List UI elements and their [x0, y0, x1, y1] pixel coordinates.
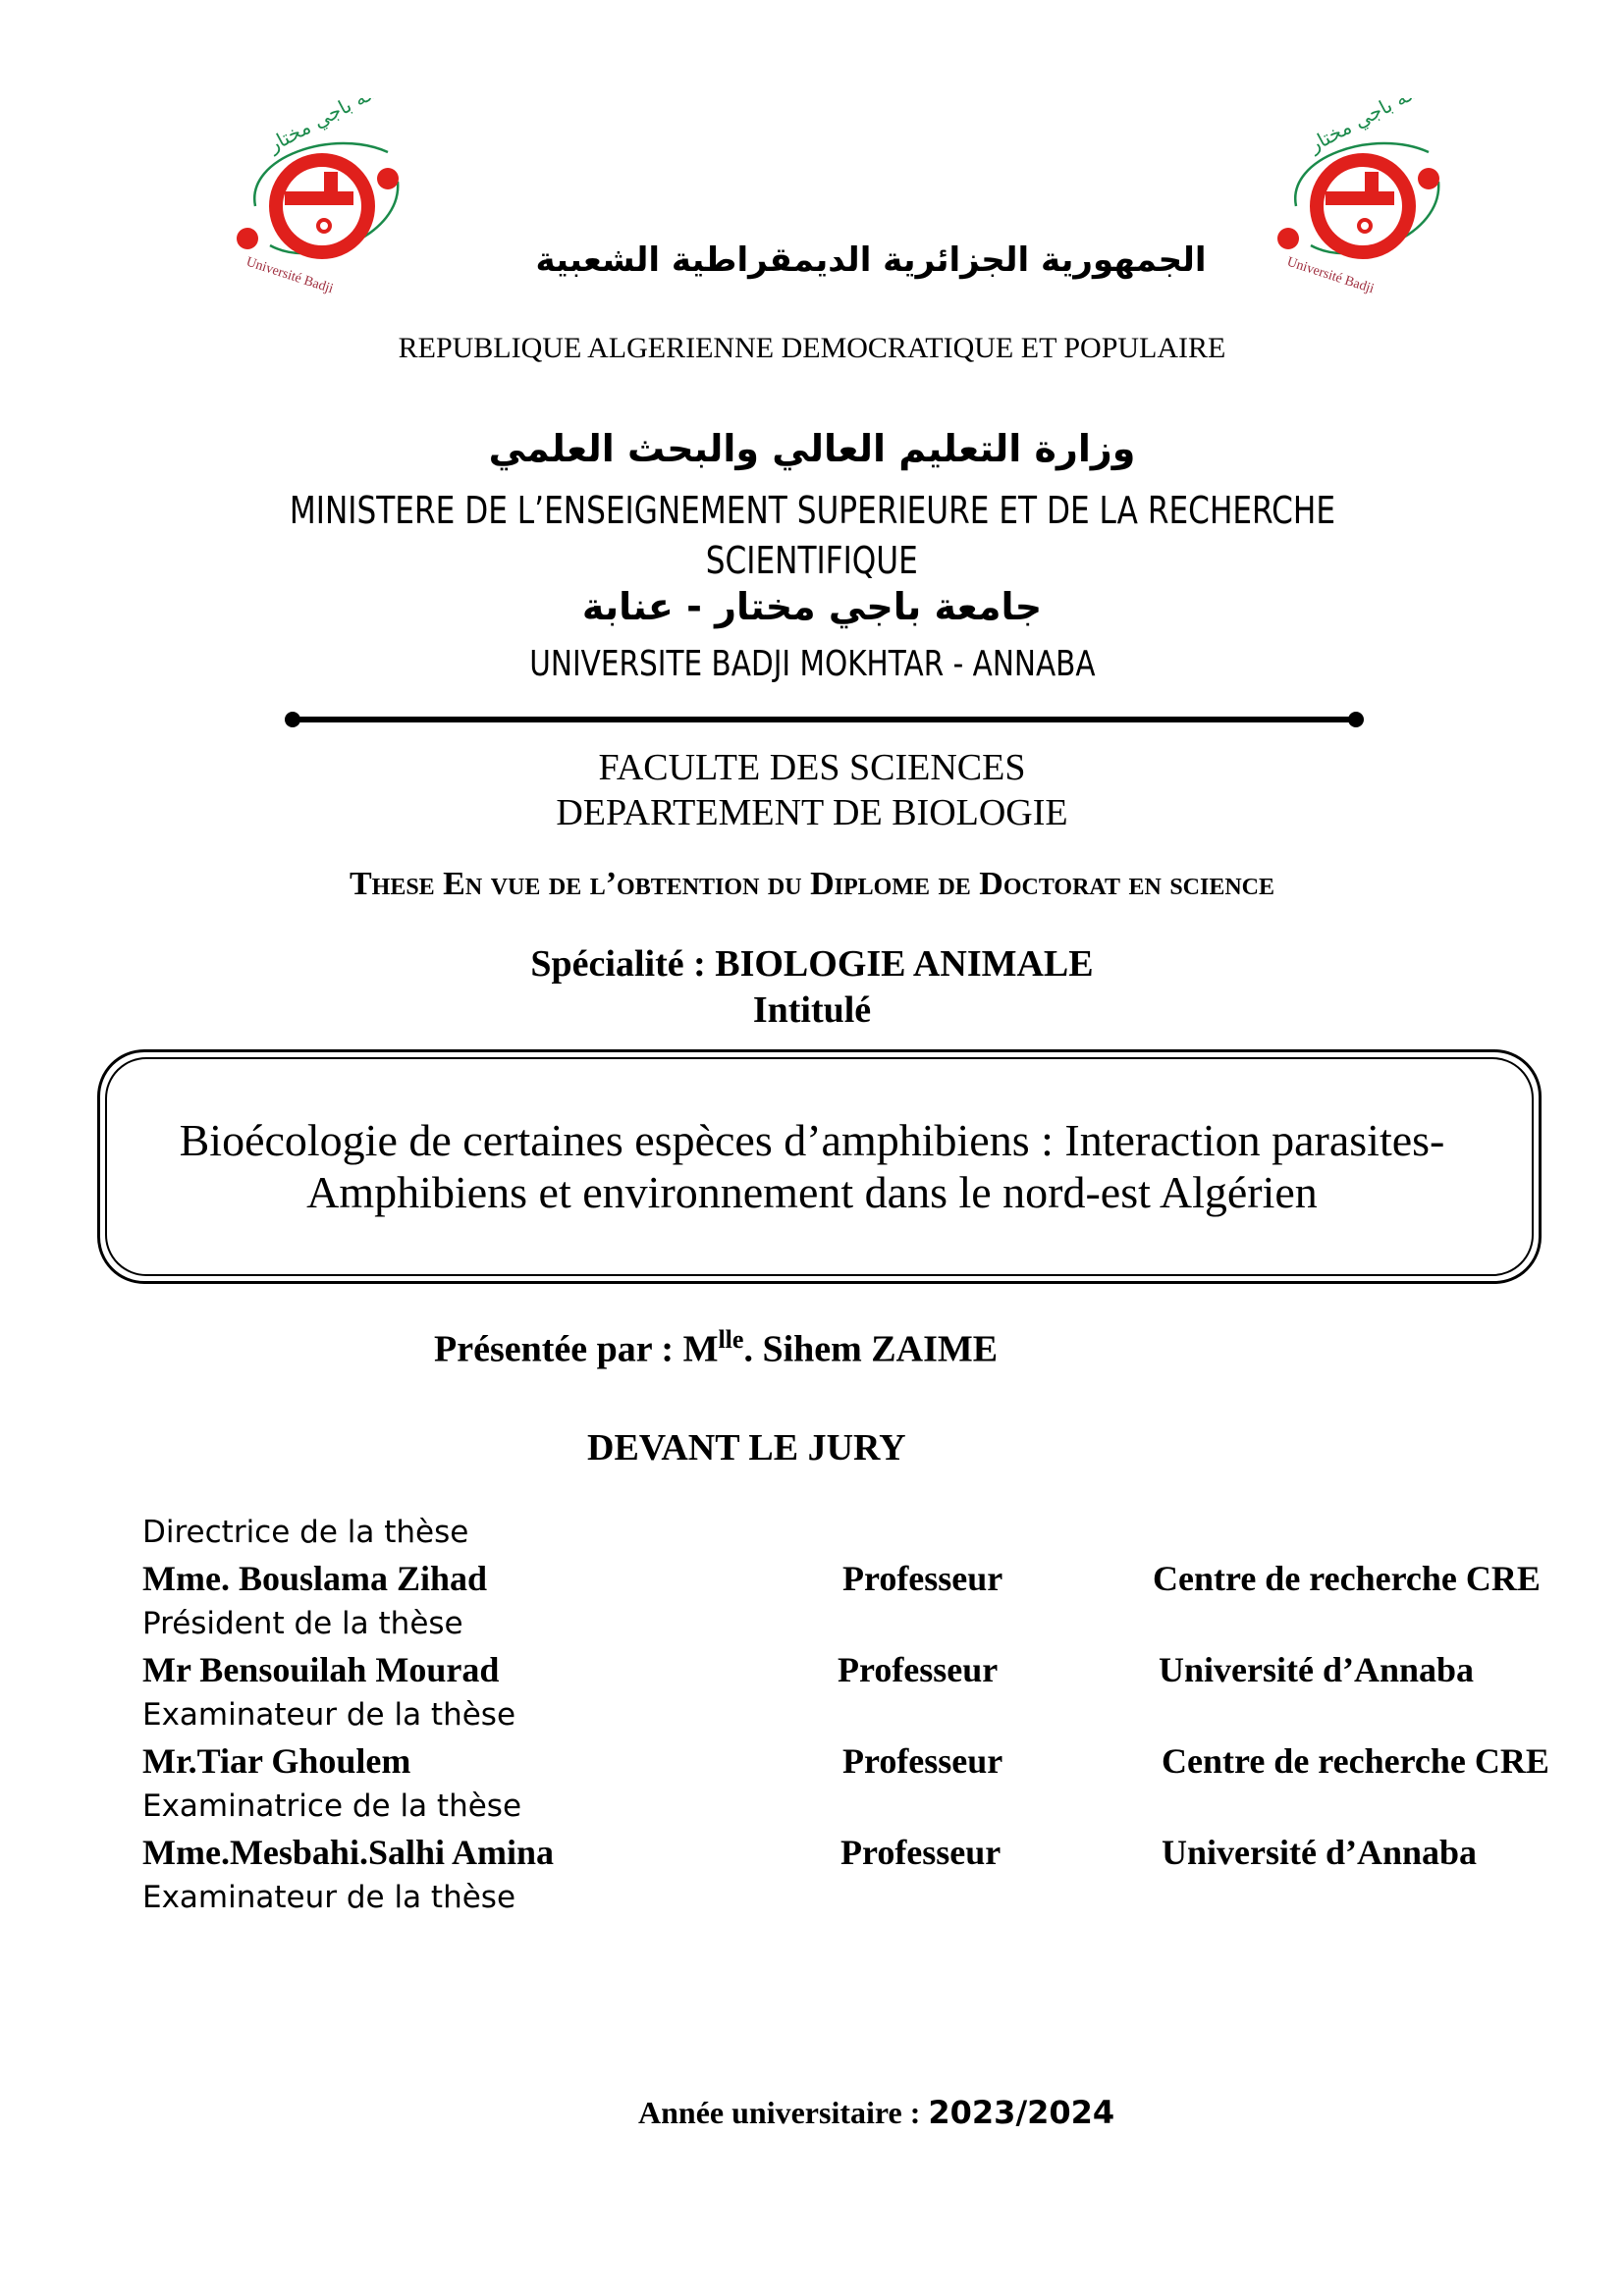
- jury-institution: Centre de recherche CRE: [1162, 1741, 1549, 1781]
- university-french-text: UNIVERSITE BADJI MOKHTAR - ANNABA: [528, 644, 1096, 684]
- divider-end-dot-left: [285, 712, 300, 727]
- thesis-purpose: These En vue de l’obtention du Diplome de Doctorat en science: [349, 866, 1275, 902]
- logo-arabic-text: جامعة باجي مختار: [264, 98, 405, 157]
- university-french: [0, 644, 1624, 684]
- academic-year-label: Année universitaire :: [638, 2095, 929, 2130]
- republic-french: REPUBLIQUE ALGERIENNE DEMOCRATIQUE ET POPULAIRE: [398, 332, 1226, 364]
- academic-year: [638, 2094, 1114, 2131]
- ministry-french-line2: [0, 539, 1624, 582]
- ministry-arabic: وزارة التعليم العالي والبحث العلمي: [488, 427, 1136, 470]
- jury-name: Mr Bensouilah Mourad: [142, 1650, 500, 1689]
- ministry-french-text: MINISTERE DE L’ENSEIGNEMENT SUPERIEURE ET DE LA RECHERCHE: [289, 489, 1335, 532]
- title-label: Intitulé: [752, 989, 872, 1031]
- jury-name: Mme.Mesbahi.Salhi Amina: [142, 1833, 555, 1872]
- jury-grade: Professeur: [842, 1559, 1003, 1598]
- presented-by: [434, 1325, 998, 1371]
- presented-prefix: Présentée par : M: [434, 1328, 719, 1370]
- logo-arabic-text: جامعة باجي مختار: [1305, 98, 1445, 157]
- jury-role: Examinateur de la thèse: [142, 1697, 516, 1733]
- jury-grade: Professeur: [838, 1650, 999, 1689]
- thesis-title-line2: Amphibiens et environnement dans le nord-est Algérien: [306, 1167, 1318, 1217]
- jury-role: Examinateur de la thèse: [142, 1880, 516, 1915]
- jury-role: Directrice de la thèse: [142, 1515, 469, 1550]
- department-name: DEPARTEMENT DE BIOLOGIE: [556, 792, 1068, 833]
- academic-year-value: 2023/2024: [928, 2094, 1115, 2131]
- jury-institution: Centre de recherche CRE: [1153, 1559, 1541, 1598]
- jury-institution: Université d’Annaba: [1159, 1650, 1475, 1689]
- jury-role: Examinatrice de la thèse: [142, 1789, 522, 1824]
- faculty-name: FACULTE DES SCIENCES: [598, 747, 1026, 788]
- jury-name: Mme. Bouslama Zihad: [142, 1559, 488, 1598]
- ministry-french-line1: [0, 489, 1624, 532]
- logo-latin-text: Université Badji: [244, 254, 336, 294]
- specialty: Spécialité : BIOLOGIE ANIMALE: [530, 943, 1094, 985]
- jury-grade: Professeur: [842, 1741, 1003, 1781]
- presented-title-sup: lle: [718, 1325, 744, 1354]
- jury-heading: DEVANT LE JURY: [587, 1427, 906, 1468]
- university-arabic: جامعة باجي مختار - عنابة: [581, 585, 1043, 628]
- ministry-french-text-2: SCIENTIFIQUE: [705, 539, 919, 582]
- header-divider: [292, 717, 1355, 722]
- jury-grade: Professeur: [840, 1833, 1001, 1872]
- jury-institution: Université d’Annaba: [1162, 1833, 1478, 1872]
- jury-name: Mr.Tiar Ghoulem: [142, 1741, 411, 1781]
- republic-arabic: الجمهورية الجزائرية الديمقراطية الشعبية: [535, 240, 1207, 280]
- logo-latin-text: Université Badji: [1284, 254, 1377, 294]
- jury-role: Président de la thèse: [142, 1606, 463, 1641]
- presented-name: . Sihem ZAIME: [743, 1328, 999, 1370]
- divider-end-dot-right: [1348, 712, 1364, 727]
- thesis-title-line1: Bioécologie de certaines espèces d’amphibiens : Interaction parasites-: [179, 1115, 1445, 1165]
